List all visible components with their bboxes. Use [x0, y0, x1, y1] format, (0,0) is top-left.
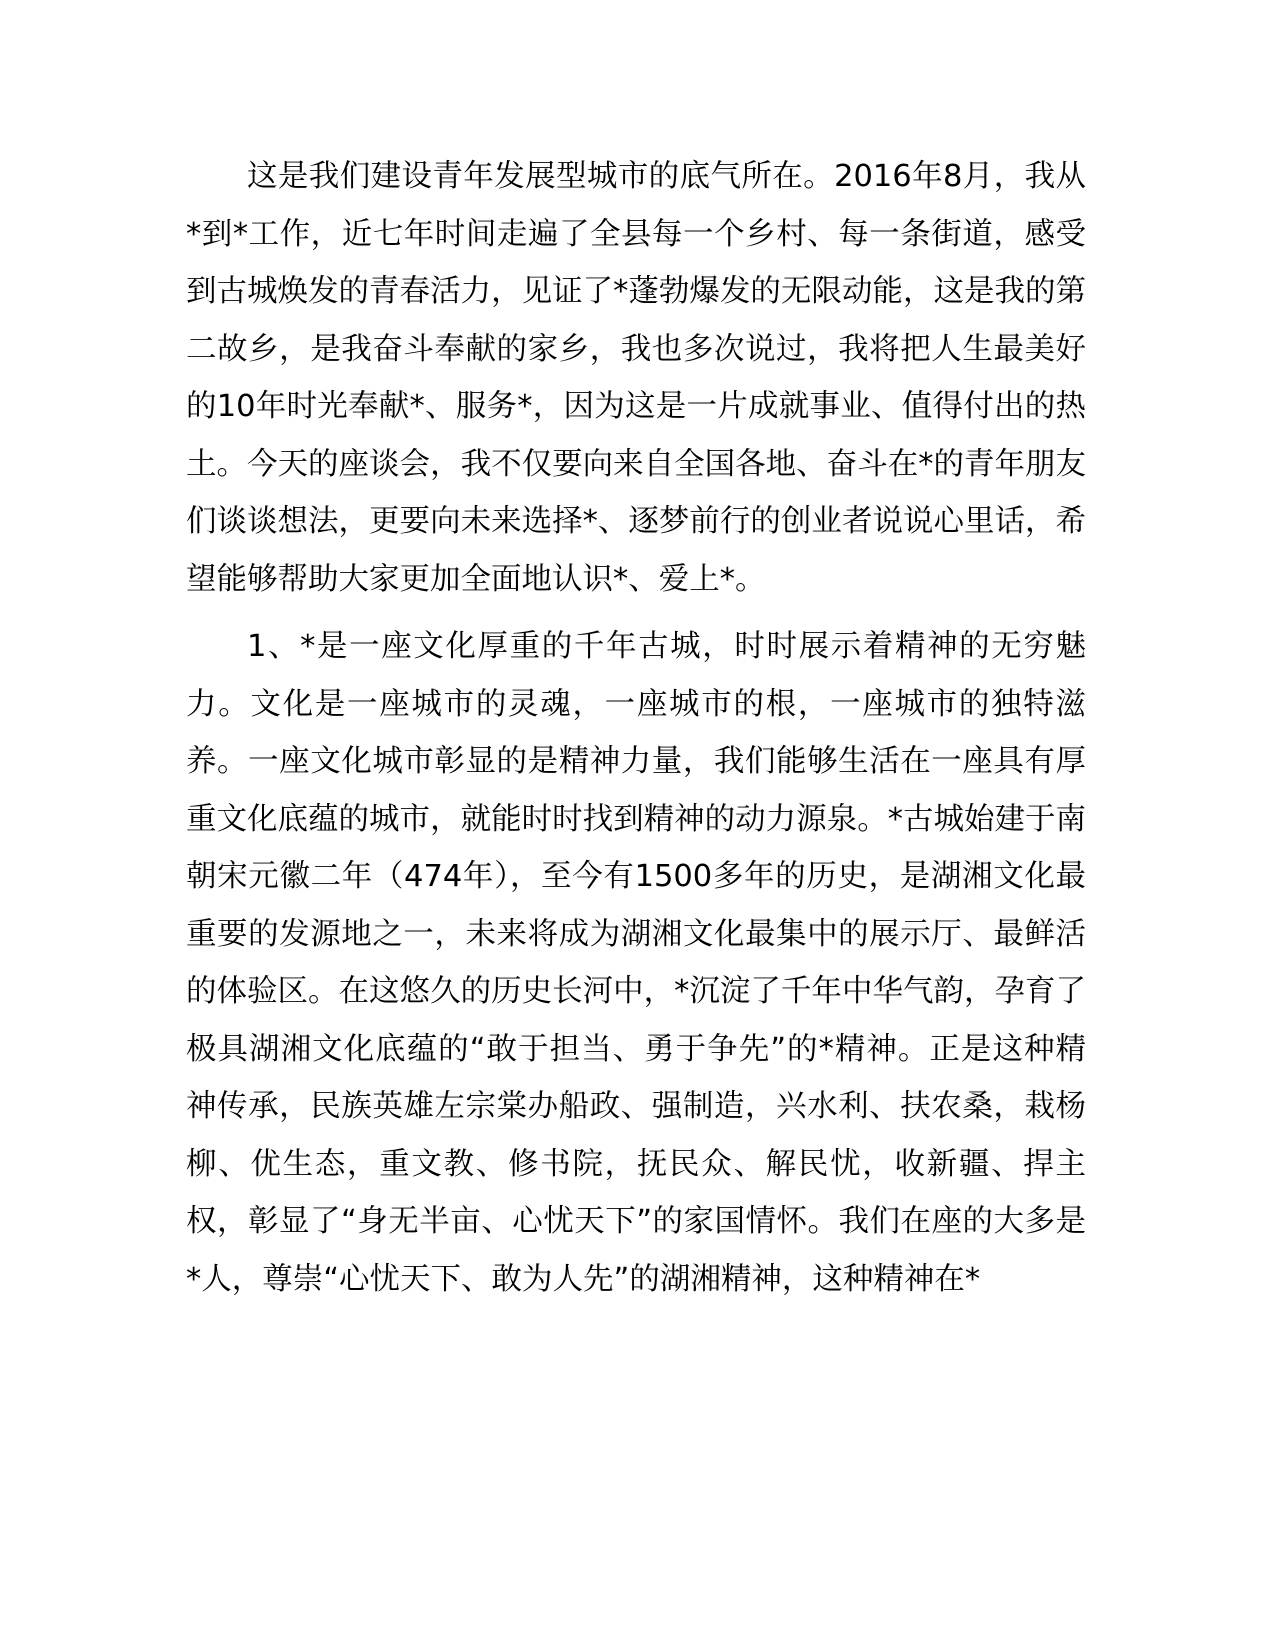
document-body	[186, 148, 1086, 1308]
paragraph-section-1: 1、*是一座文化厚重的千年古城，时时展示着精神的无穷魅力。文化是一座城市的灵魂，一座城市的根，一座城市的独特滋养。一座文化城市彰显的是精神力量，我们能够生活在一座具有厚重文化底蕴的城市，就能时时找到精神的动力源泉。*古城始建于南朝宋元徽二年（474年），至今有1500多年的历史，是湖湘文化最重要的发源地之一，未来将成为湖湘文化最集中的展示厅、最鲜活的体验区。在这悠久的历史长河中，*沉淀了千年中华气韵，孕育了极具湖湘文化底蕴的“敢于担当、勇于争先”的*精神。正是这种精神传承，民族英雄左宗棠办船政、强制造，兴水利、扶农桑，栽杨柳、优生态，重文教、修书院，抚民众、解民忧，收新疆、捍主权，彰显了“身无半亩、心忧天下”的家国情怀。我们在座的大多是*人，尊崇“心忧天下、敢为人先”的湖湘精神，这种精神在*	[186, 629, 1086, 1297]
paragraph-intro: 这是我们建设青年发展型城市的底气所在。2016年8月，我从*到*工作，近七年时间走遍了全县每一个乡村、每一条街道，感受到古城焕发的青春活力，见证了*蓬勃爆发的无限动能，这是我的第二故乡，是我奋斗奉献的家乡，我也多次说过，我将把人生最美好的10年时光奉献*、服务*，因为这是一片成就事业、值得付出的热土。今天的座谈会，我不仅要向来自全国各地、奋斗在*的青年朋友们谈谈想法，更要向未来选择*、逐梦前行的创业者说说心里话，希望能够帮助大家更加全面地认识*、爱上*。	[186, 159, 1086, 597]
